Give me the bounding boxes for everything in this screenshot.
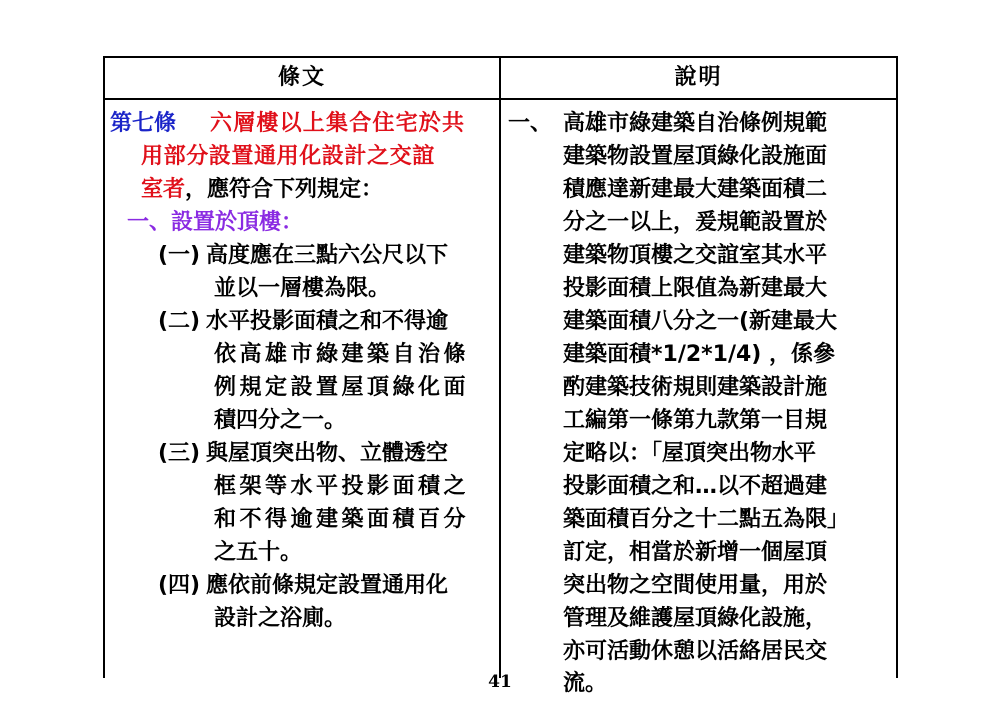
sub-item-text: 高度應在三點六公尺以下 [206, 243, 449, 268]
sub-item-text: 水平投影面積之和不得逾 [206, 309, 449, 334]
article-title-line: 六層樓以上集合住宅於共 [210, 111, 466, 136]
article-title-line: 室者 [141, 177, 186, 202]
sub-item-text: 框架等水平投影面積之 [214, 474, 470, 499]
sub-item-marker: (三) [158, 441, 201, 466]
column-header-article: 條文 [277, 65, 326, 90]
explanation-line: 建築物設置屋頂綠化設施面 [563, 144, 828, 169]
explanation-line: 工編第一條第九款第一目規 [563, 408, 828, 433]
sub-item-text: 之五十。 [214, 540, 303, 565]
sub-item-marker: (四) [158, 573, 201, 598]
table-border-right [896, 56, 898, 678]
explanation-line: 投影面積之和…以不超過建 [563, 474, 828, 499]
explanation-line: 建築面積*1/2*1/4) ，係參 [563, 342, 836, 367]
sub-item-text: 設計之浴廁。 [214, 606, 347, 631]
sub-item-text: 積四分之一。 [214, 408, 347, 433]
explanation-line: 築面積百分之十二點五為限」 [563, 507, 850, 532]
explanation-line: 投影面積上限值為新建最大 [563, 276, 828, 301]
explanation-line: 亦可活動休憩以活絡居民交 [563, 639, 828, 664]
explanation-marker: 一、 [508, 111, 553, 136]
sub-item-text: 與屋頂突出物、立體透空 [206, 441, 449, 466]
explanation-line: 突出物之空間使用量，用於 [563, 573, 828, 598]
explanation-line: 定略以：「屋頂突出物水平 [563, 441, 817, 466]
sub-item-marker: (二) [158, 309, 201, 334]
sub-item-text: 並以一層樓為限。 [214, 276, 391, 301]
article-title-line: 用部分設置通用化設計之交誼 [141, 144, 435, 169]
article-title-line: ，應符合下列規定： [185, 177, 384, 202]
explanation-line: 高雄市綠建築自治條例規範 [563, 111, 828, 136]
explanation-line: 訂定，相當於新增一個屋頂 [563, 540, 828, 565]
table-column-divider [499, 56, 501, 678]
explanation-line: 建築物頂樓之交誼室其水平 [563, 243, 828, 268]
sub-item-text: 應依前條規定設置通用化 [206, 573, 449, 598]
explanation-line: 分之一以上，爰規範設置於 [563, 210, 828, 235]
explanation-line: 積應達新建最大建築面積二 [563, 177, 828, 202]
table-border-left [103, 56, 105, 678]
sub-item-text: 和不得逾建築面積百分 [214, 507, 470, 532]
sub-item-text: 依高雄市綠建築自治條 [214, 342, 470, 367]
page-number: 41 [488, 672, 512, 692]
sub-item-marker: (一) [158, 243, 201, 268]
explanation-line: 流。 [563, 671, 608, 696]
explanation-line: 酌建築技術規則建築設計施 [563, 375, 828, 400]
explanation-line: 建築面積八分之一(新建最大 [563, 309, 838, 334]
article-number: 第七條 [110, 111, 177, 136]
explanation-line: 管理及維護屋頂綠化設施， [563, 606, 828, 631]
column-header-explanation: 說明 [674, 65, 723, 90]
sub-item-text: 例規定設置屋頂綠化面 [214, 375, 470, 400]
article-item-heading: 一、設置於頂樓： [127, 210, 304, 235]
